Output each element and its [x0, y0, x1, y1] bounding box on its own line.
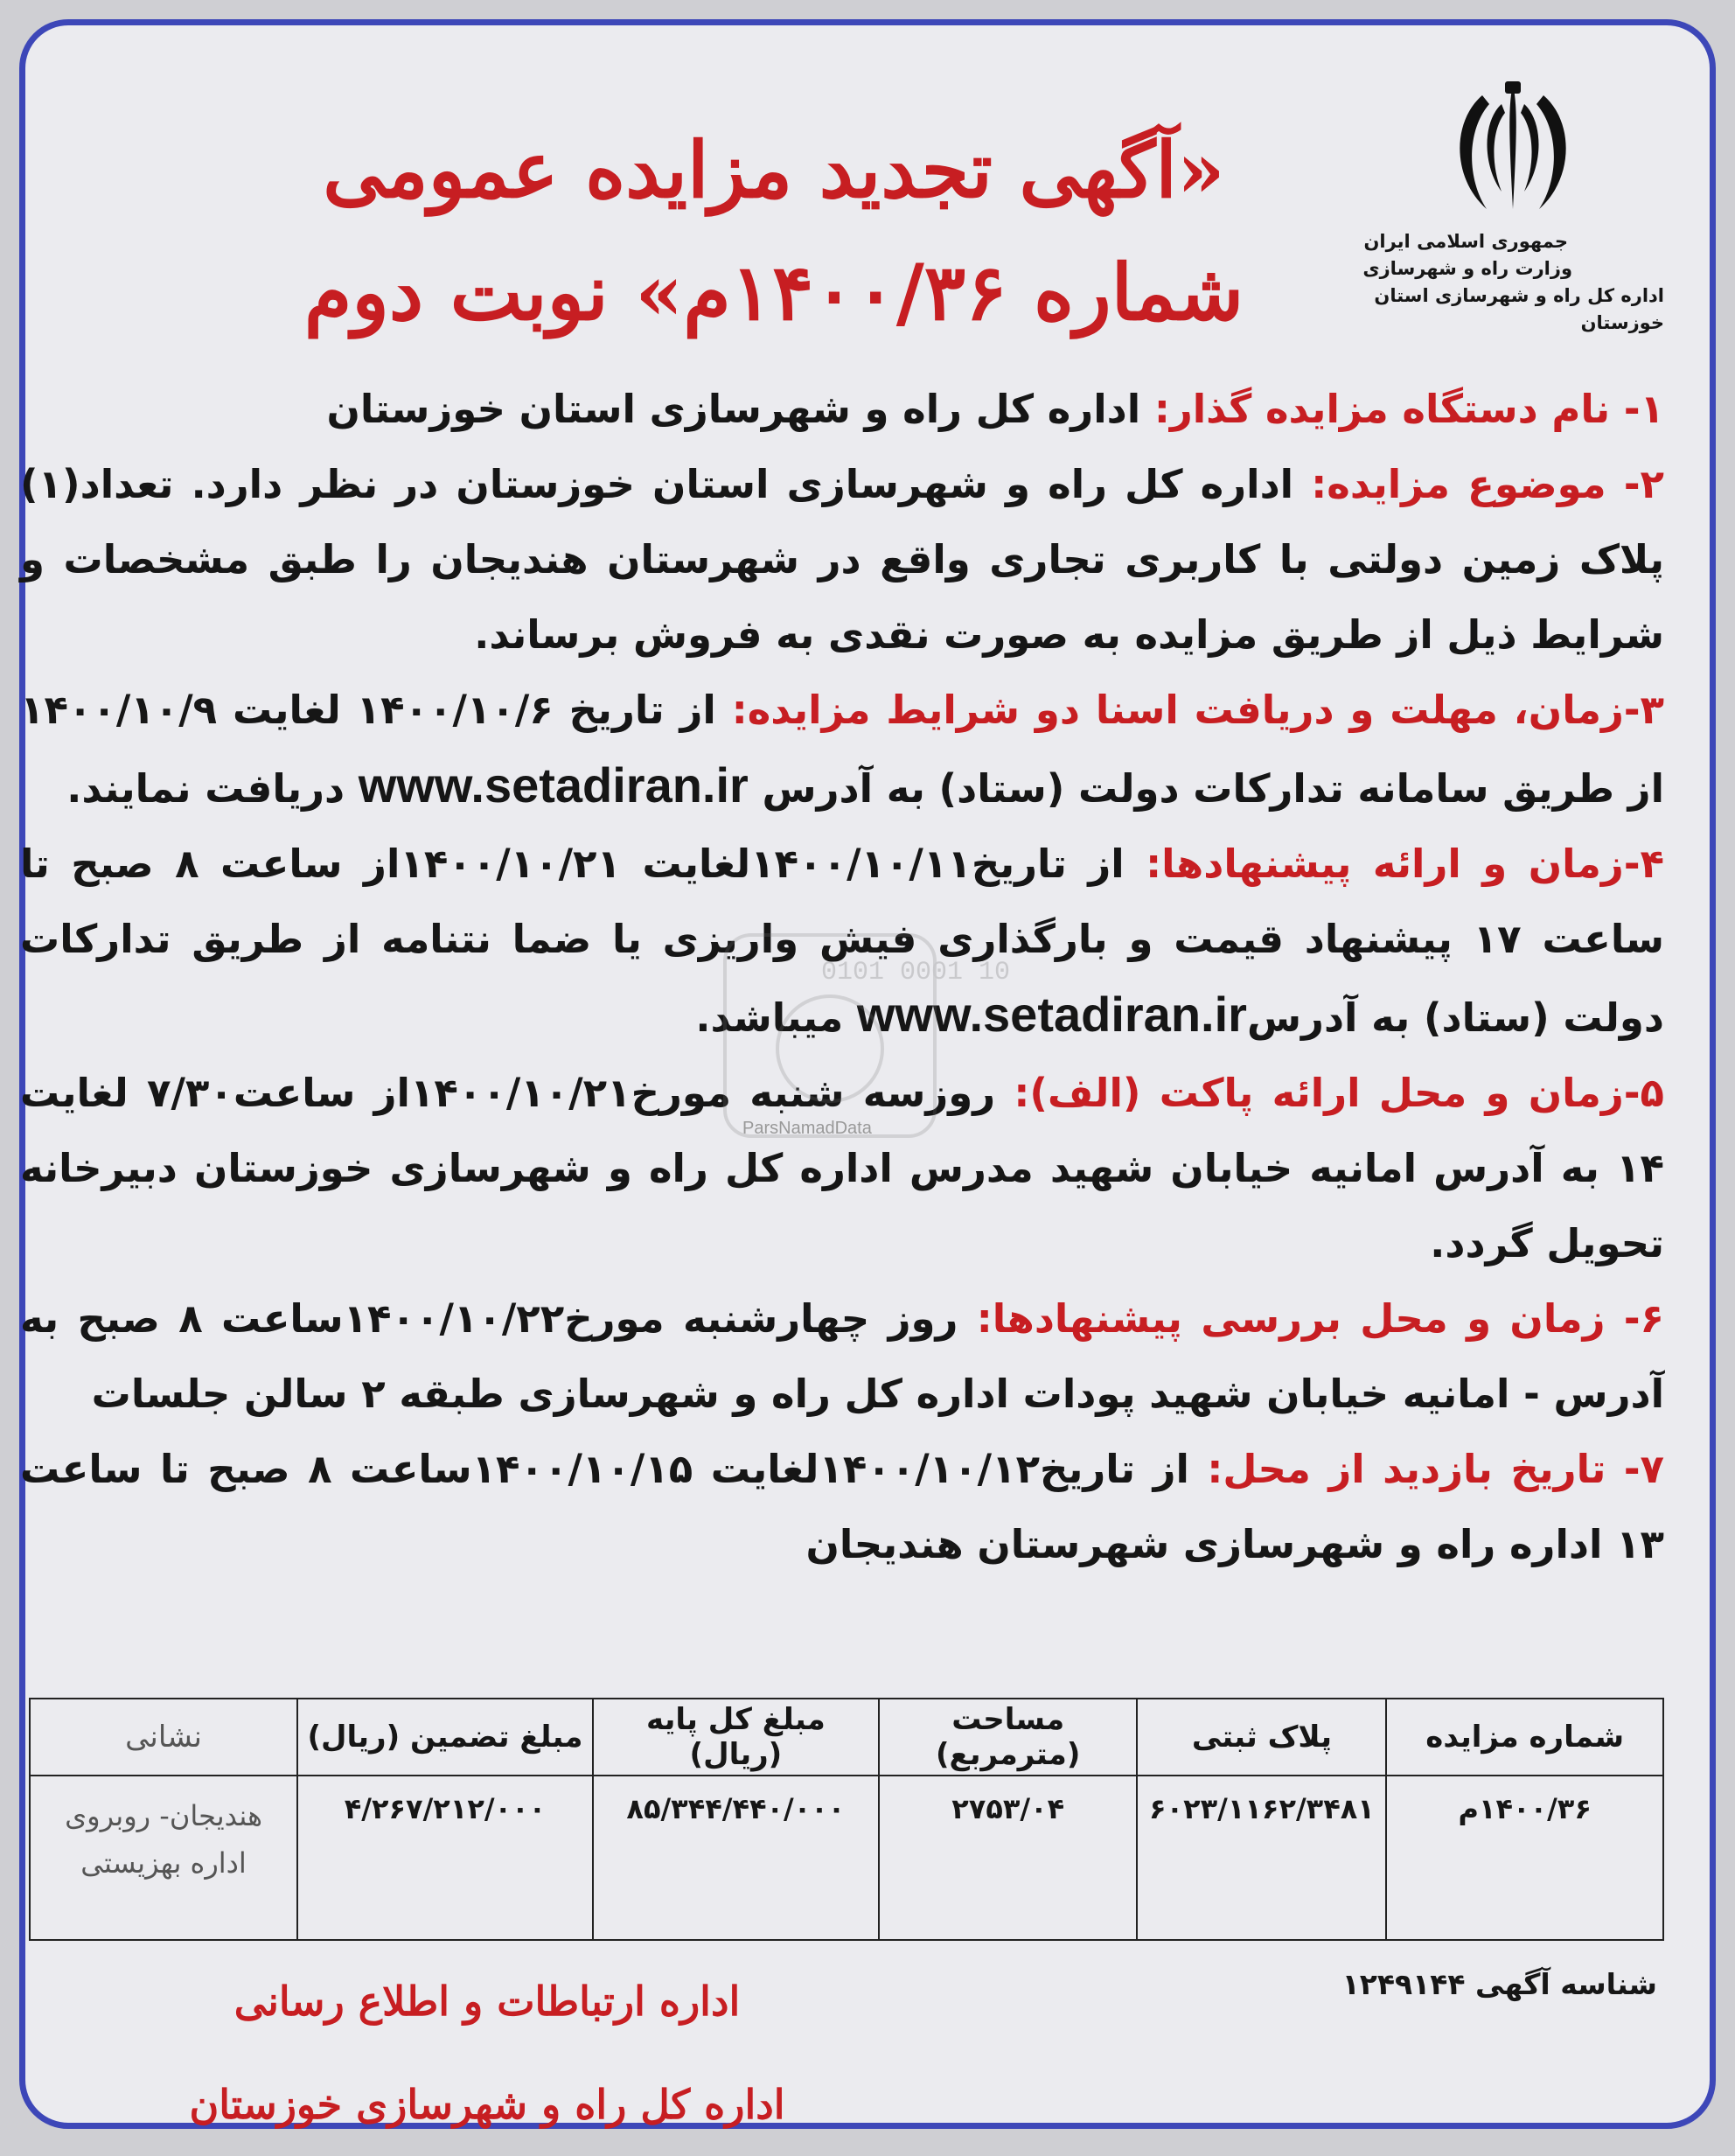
table-header: نشانی	[30, 1699, 297, 1776]
item-4-text: از تاریخ۱۴۰۰/۱۰/۱۱لغایت ۱۴۰۰/۱۰/۲۱از ساعت ۸ صبح تا ساعت ۱۷ پیشنهاد قیمت و بارگذاری فیش واریزی یا ضما نتنامه از طریق تدارکات دولت (ستاد) به آدرس	[20, 841, 1664, 1041]
item-3	[20, 673, 1664, 827]
table-header-row	[30, 1699, 1663, 1776]
setad-url-link[interactable]: www.setadiran.ir	[358, 757, 749, 813]
item-3-text-end: دریافت نمایند.	[66, 765, 359, 812]
item-5-text: روزسه شنبه مورخ۱۴۰۰/۱۰/۲۱از ساعت۷/۳۰ لغایت ۱۴ به آدرس امانیه خیابان شهید مدرس اداره کل راه و شهرسازی خوزستان دبیرخانه تحویل گردد.	[20, 1070, 1664, 1266]
item-7-heading: ۷- تاریخ بازدید از محل:	[1207, 1446, 1665, 1492]
table-header: مبلغ تضمین (ریال)	[297, 1699, 593, 1776]
item-4-text-end: میباشد.	[695, 994, 857, 1041]
table-cell: ۸۵/۳۴۴/۴۴۰/۰۰۰	[593, 1776, 879, 1940]
watermark-brand: ParsNamadData	[742, 1119, 872, 1138]
auction-table	[29, 1698, 1664, 1941]
item-5-heading: ۵-زمان و محل ارائه پاکت (الف):	[1014, 1070, 1664, 1116]
watermark-digits: 0101 0001 10	[821, 958, 1011, 987]
organization-block	[1297, 228, 1664, 337]
footer-line-1: اداره ارتباطات و اطلاع رسانی	[233, 1978, 741, 2025]
item-4-heading: ۴-زمان و ارائه پیشنهادها:	[1146, 841, 1664, 887]
table-cell: ۱۴۰۰/۳۶م	[1386, 1776, 1663, 1940]
item-6-heading: ۶- زمان و محل بررسی پیشنهادها:	[976, 1295, 1665, 1342]
item-2-text: اداره کل راه و شهرسازی استان خوزستان در نظر دارد. تعداد(۱) پلاک زمین دولتی با کاربری تجاری واقع در شهرستان هندیجان را طبق مشخصات و شرایط ذیل از طریق مزایده به صورت نقدی به فروش برساند.	[20, 461, 1664, 658]
footer-signature	[155, 1950, 819, 2156]
table-header: پلاک ثبتی	[1137, 1699, 1386, 1776]
table-cell-address: هندیجان- روبروی اداره بهزیستی	[30, 1776, 297, 1940]
item-6-text: روز چهارشنبه مورخ۱۴۰۰/۱۰/۲۲ساعت ۸ صبح به آدرس - امانیه خیابان شهید پودات اداره کل راه و شهرسازی طبقه ۲ سالن جلسات	[20, 1295, 1664, 1417]
org-country: جمهوری اسلامی ایران	[1363, 231, 1568, 252]
notice-title: «آگهی تجدید مزایده عمومی	[323, 124, 1225, 215]
table-row	[30, 1776, 1663, 1940]
notice-subtitle: شماره ۱۴۰۰/۳۶م» نوبت دوم	[303, 247, 1244, 338]
item-3-heading: ۳-زمان، مهلت و دریافت اسنا دو شرایط مزایده:	[731, 687, 1664, 733]
item-3-text: از تاریخ ۱۴۰۰/۱۰/۶ لغایت ۱۴۰۰/۱۰/۹ از طریق سامانه تدارکات دولت (ستاد) به آدرس	[20, 687, 1664, 812]
table-header: شماره مزایده	[1386, 1699, 1663, 1776]
watermark-logo-icon	[716, 926, 1011, 1145]
item-1-heading: ۱- نام دستگاه مزایده گذار:	[1153, 386, 1664, 432]
item-7-text: از تاریخ۱۴۰۰/۱۰/۱۲لغایت ۱۴۰۰/۱۰/۱۵ساعت ۸ صبح تا ساعت ۱۳ اداره راه و شهرسازی شهرستان هندیجان	[20, 1446, 1664, 1567]
table-header: مساحت (مترمربع)	[879, 1699, 1138, 1776]
item-2	[20, 447, 1664, 673]
notice-frame	[19, 19, 1716, 2129]
org-department: اداره کل راه و شهرسازی استان خوزستان	[1374, 285, 1664, 333]
notice-document	[20, 25, 1710, 2128]
table-cell: ۲۷۵۳/۰۴	[879, 1776, 1138, 1940]
setad-url-link-2[interactable]: www.setadiran.ir	[856, 987, 1247, 1042]
table-cell: ۴/۲۶۷/۲۱۲/۰۰۰	[297, 1776, 593, 1940]
item-1-text: اداره کل راه و شهرسازی استان خوزستان	[326, 386, 1154, 432]
table-header: مبلغ کل پایه (ریال)	[593, 1699, 879, 1776]
table-cell: ۶۰۲۳/۱۱۶۲/۳۴۸۱	[1137, 1776, 1386, 1940]
org-ministry: وزارت راه و شهرسازی	[1362, 258, 1572, 279]
footer-line-2: اداره کل راه و شهرسازی خوزستان	[189, 2081, 785, 2128]
item-7	[20, 1432, 1664, 1582]
ad-id: شناسه آگهی ۱۲۴۹۱۴۴	[1341, 1967, 1657, 2001]
item-6	[20, 1281, 1664, 1432]
iran-emblem-icon	[1447, 78, 1578, 218]
item-2-heading: ۲- موضوع مزایده:	[1311, 461, 1664, 507]
item-1	[20, 372, 1664, 447]
